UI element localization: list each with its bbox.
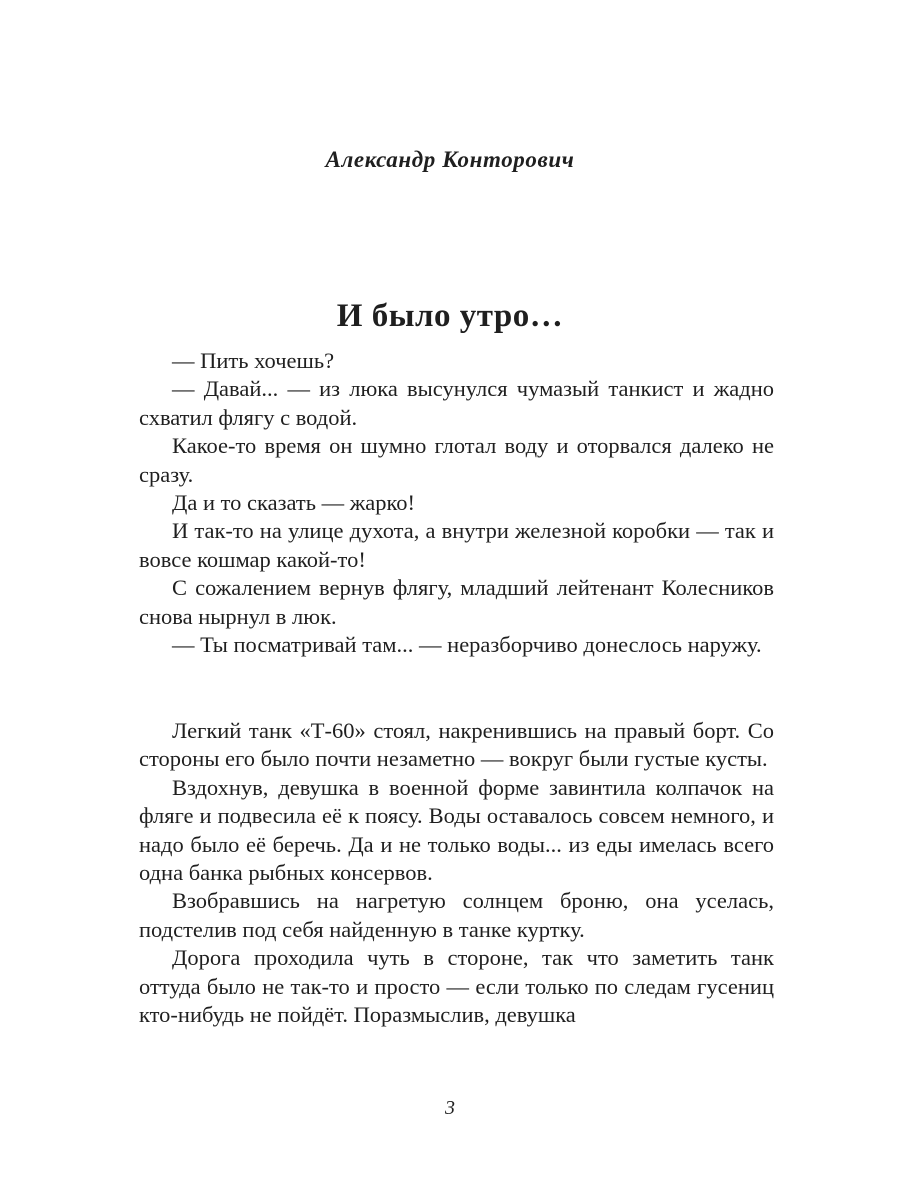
paragraph: — Пить хочешь?: [172, 348, 335, 373]
text-block-dialogue: [139, 347, 774, 659]
author-header: Александр Конторович: [325, 147, 575, 172]
paragraph: Дорога проходила чуть в стороне, так что заметить танк оттуда было не так-то и просто — если только по следам гусениц кто-нибудь не пойдёт. Поразмыслив, девушка: [139, 945, 774, 1028]
page-number: 3: [445, 1097, 455, 1119]
chapter-title: И было утро…: [336, 298, 564, 334]
paragraph: Легкий танк «Т-60» стоял, накренившись на правый борт. Со стороны его было почти незаметно — вокруг были густые кусты.: [139, 718, 774, 772]
paragraph: — Давай... — из люка высунулся чумазый танкист и жадно схватил флягу с водой.: [139, 376, 774, 430]
paragraph: Какое-то время он шумно глотал воду и оторвался далеко не сразу.: [139, 433, 774, 487]
paragraph: И так-то на улице духота, а внутри железной коробки — так и вовсе кошмар какой-то!: [139, 518, 774, 572]
text-block-narrative: [139, 717, 774, 1029]
paragraph: — Ты посматривай там... — неразборчиво донеслось наружу.: [172, 632, 762, 658]
paragraph: С сожалением вернув флягу, младший лейтенант Колесников снова нырнул в люк.: [139, 575, 774, 629]
paragraph: Да и то сказать — жарко!: [172, 490, 416, 516]
paragraph: Вздохнув, девушка в военной форме завинтила колпачок на фляге и подвесила её к поясу. Воды оставалось совсем немного, и надо было её беречь. Да и не только воды... из еды имелась всего одна банка рыбных консервов.: [139, 774, 774, 886]
paragraph: Взобравшись на нагретую солнцем броню, она уселась, подстелив под себя найденную в танке куртку.: [139, 888, 774, 942]
